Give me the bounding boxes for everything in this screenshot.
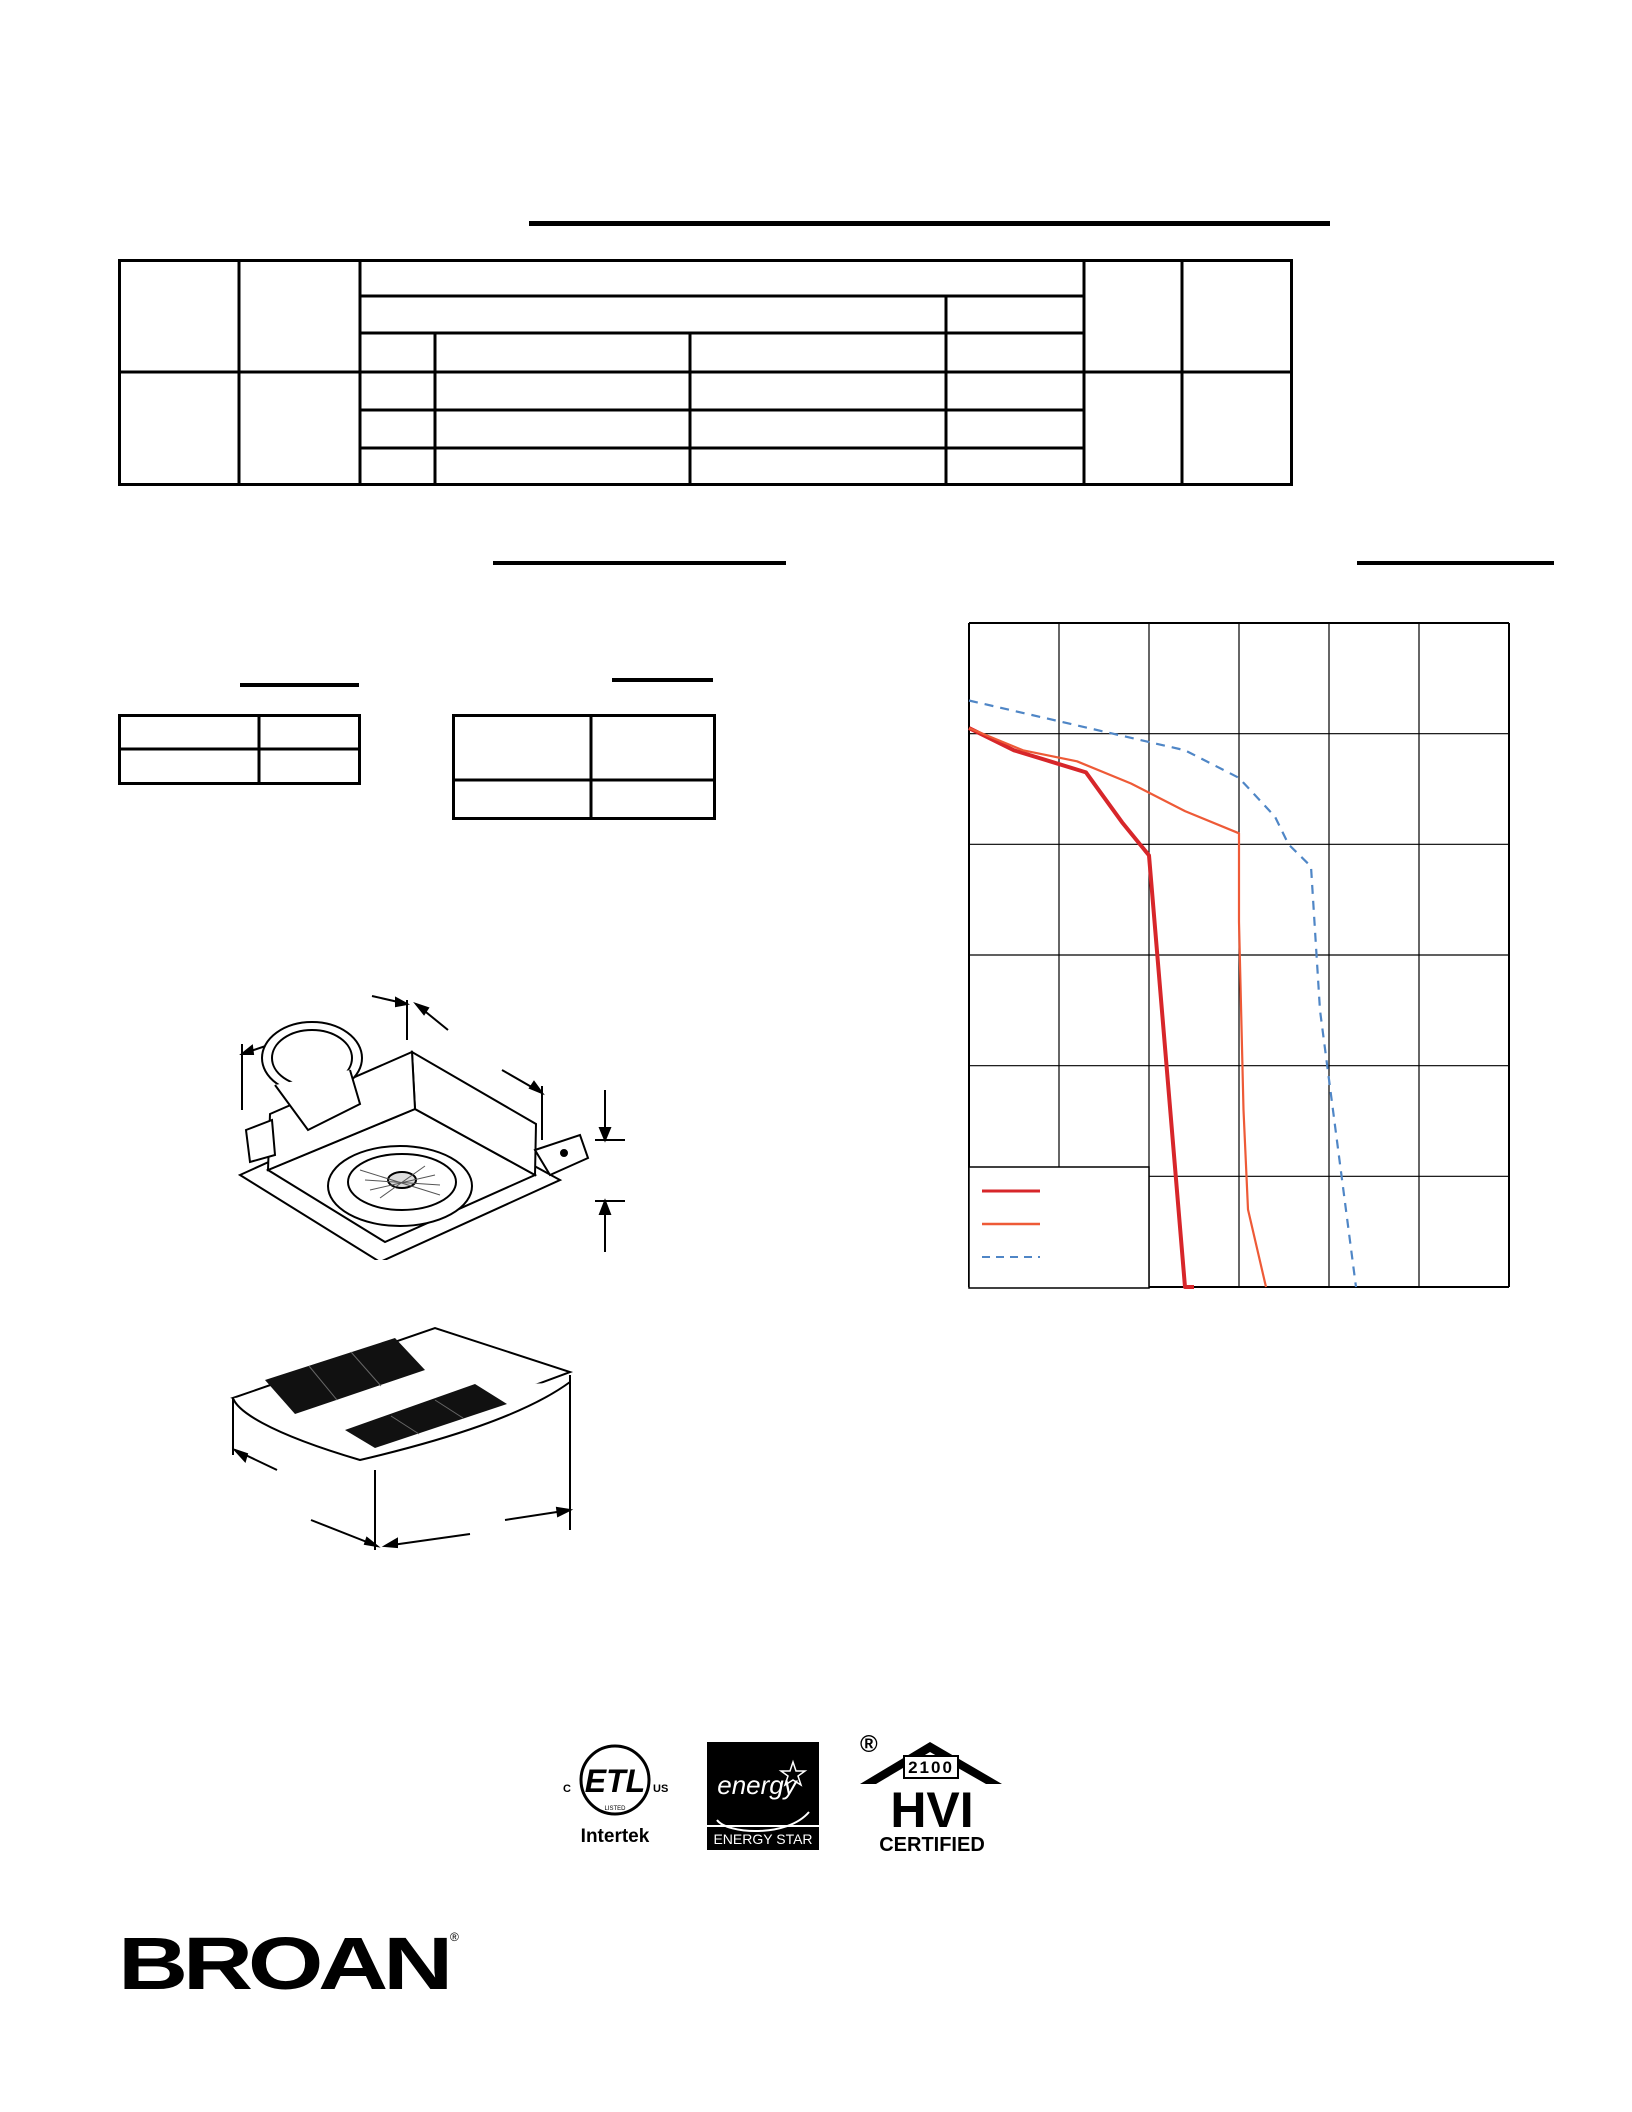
- etl-c: C: [563, 1783, 571, 1795]
- hvi-certified-logo: [852, 1728, 1012, 1854]
- grille-drawing: [225, 1320, 585, 1560]
- performance-chart: [960, 618, 1520, 1298]
- specifications-table: [118, 259, 1294, 487]
- hvi-mark: HVI: [890, 1782, 974, 1838]
- energy-star-script: energy: [717, 1770, 797, 1800]
- duct-table: [118, 714, 361, 786]
- unit-table: [452, 714, 716, 821]
- dimensions-section-rule: [493, 561, 786, 565]
- etl-mark: ETL: [584, 1763, 646, 1799]
- etl-listed-logo: [555, 1740, 675, 1850]
- chart-legend: [969, 1167, 1149, 1288]
- title-rule: [529, 221, 1330, 226]
- hvi-number: 2100: [908, 1758, 954, 1777]
- left-table-rule: [240, 683, 359, 687]
- broan-registered: ®: [450, 1930, 459, 1944]
- broan-wordmark: BROAN: [118, 1925, 448, 1997]
- etl-us: US: [653, 1783, 669, 1795]
- hvi-registered: ®: [860, 1731, 878, 1758]
- broan-logo: [118, 1925, 468, 1997]
- fan-housing-drawing: [200, 990, 630, 1260]
- etl-company: Intertek: [580, 1826, 650, 1847]
- performance-section-rule: [1357, 561, 1554, 565]
- hvi-certified: CERTIFIED: [879, 1834, 985, 1854]
- legend-box: [969, 1167, 1149, 1288]
- energy-star-logo: [707, 1742, 819, 1850]
- right-table-rule: [612, 678, 713, 682]
- etl-listed: LISTED: [604, 1806, 626, 1812]
- energy-star-label: ENERGY STAR: [713, 1831, 813, 1847]
